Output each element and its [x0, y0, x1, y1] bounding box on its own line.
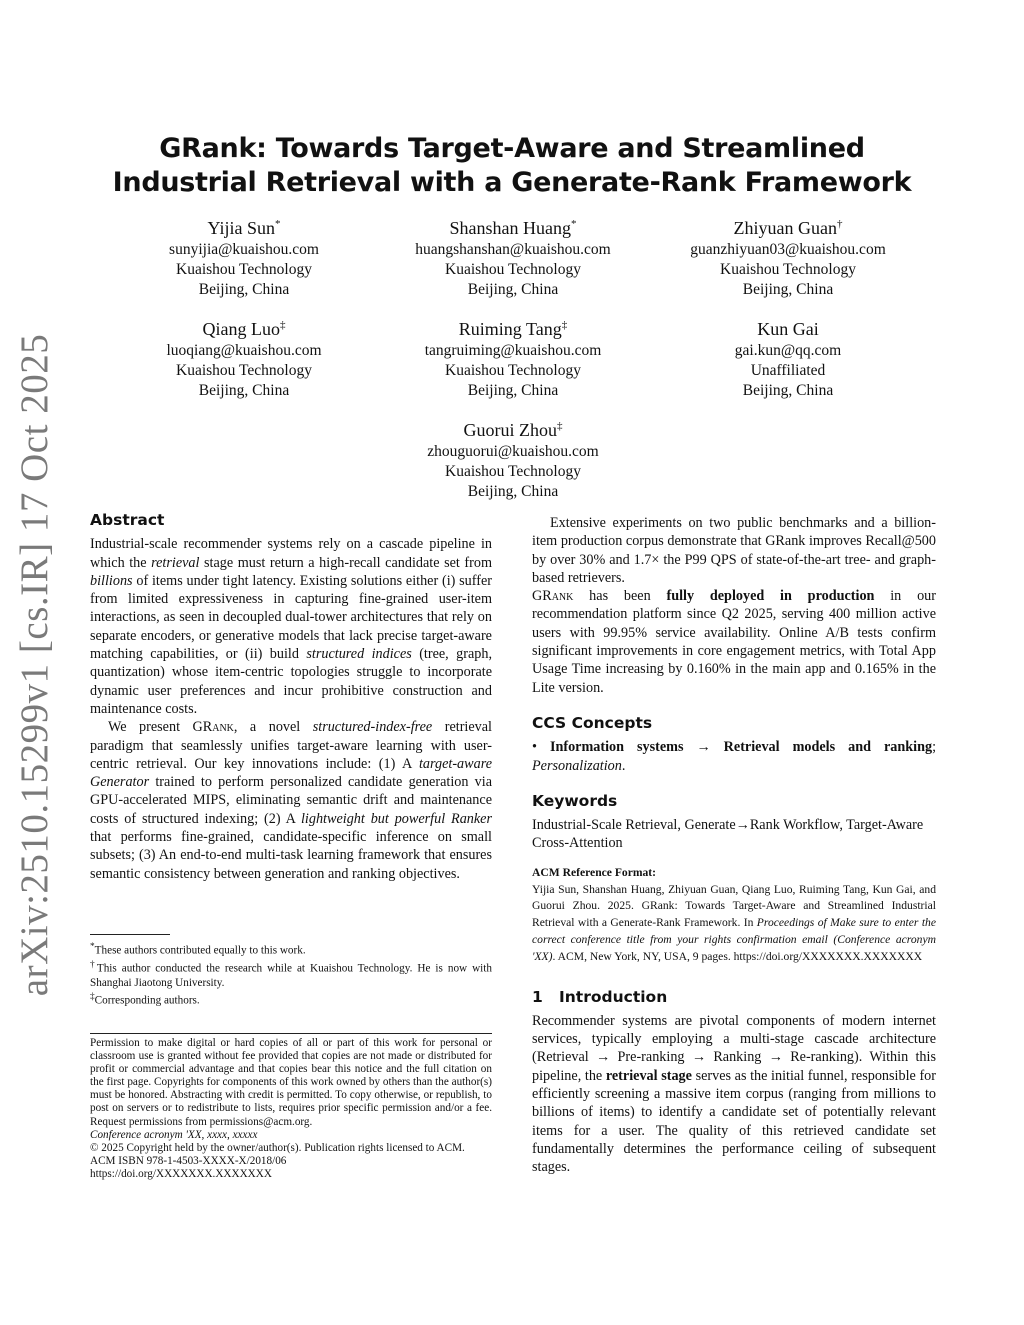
- conference-line: Conference acronym 'XX, xxxx, xxxxx: [90, 1128, 258, 1141]
- right-column: [532, 514, 936, 1177]
- author-location: Beijing, China: [467, 281, 559, 298]
- author-block: [104, 314, 384, 401]
- author-affiliation: Unaffiliated: [750, 362, 826, 379]
- permission-block: [90, 1037, 492, 1181]
- author-block: [373, 314, 653, 401]
- author-affiliation: Kuaishou Technology: [176, 261, 312, 278]
- author-location: Beijing, China: [742, 281, 834, 298]
- author-affiliation: Kuaishou Technology: [445, 362, 581, 379]
- author-block: [648, 213, 928, 300]
- permission-text: Permission to make digital or hard copies of all or part of this work for personal or classroom use is granted without fee provided that copies are not made or distributed for profit or commercial advantage and that copies bear this notice and the full citation on the first page. Copyrights for components of this work owned by others than the author(s) must be honored. Abstracting with credit is permitted. To copy otherwise, or republish, to post on servers or to redistribute to lists, requires prior specific permission and/or a fee. Request permissions from permissions@acm.org.: [90, 1037, 492, 1128]
- author-block: [648, 314, 928, 401]
- author-name: Zhiyuan Guan†: [733, 218, 843, 238]
- author-affiliation: Kuaishou Technology: [445, 261, 581, 278]
- abstract-heading: Abstract: [90, 511, 165, 529]
- author-email[interactable]: zhouguorui@kuaishou.com: [427, 443, 599, 460]
- abstract-paragraph: We present GRank, a novel structured-index-free retrieval paradigm that seamlessly unifies target-aware learning with user-centric retrieval. Our key innovations include: (1) A target-aware Generator trained to perform personalized candidate generation via GPU-accelerated MIPS, eliminating semantic drift and maintenance costs of structured indexing; (2) A lightweight but powerful Ranker that performs fine-grained, candidate-specific inference on small subsets; (3) An end-to-end multi-task learning framework that ensures semantic consistency between generation and ranking objectives.: [90, 719, 492, 882]
- intro-heading: 1 Introduction: [532, 987, 668, 1006]
- abstract-paragraph: GRank has been fully deployed in production in our recommendation platform since Q2 2025, serving 400 million active users with 99.95% service availability. Online A/B tests confirm significant improvements in core engagement metrics, with Total App Usage Time increasing by 0.160% in the main app and 0.165% in the Lite version.: [532, 588, 936, 696]
- acm-reference: [532, 865, 936, 966]
- left-column: [90, 511, 492, 883]
- footnote-rule: [90, 934, 170, 935]
- author-email[interactable]: tangruiming@kuaishou.com: [424, 342, 602, 359]
- copyright-line: © 2025 Copyright held by the owner/author(s). Publication rights licensed to ACM.: [90, 1141, 465, 1154]
- author-email[interactable]: luoqiang@kuaishou.com: [166, 342, 322, 359]
- author-email[interactable]: sunyijia@kuaishou.com: [169, 241, 319, 258]
- author-location: Beijing, China: [198, 281, 290, 298]
- intro-paragraph: Recommender systems are pivotal components of modern internet services, typically employing a multi-stage cascade architecture (Retrieval → Pre-ranking → Ranking → Re-ranking). Within this pipeline, the retrieval stage serves as the initial funnel, responsible for efficiently screening a massive item corpus (ranging from millions to billions of items) to identify a candidate set of potentially relevant items for a user. The quality of this retrieved candidate set fundamentally determines the performance ceiling of subsequent stages.: [532, 1012, 936, 1176]
- author-affiliation: Kuaishou Technology: [176, 362, 312, 379]
- author-email[interactable]: huangshanshan@kuaishou.com: [415, 241, 611, 258]
- author-email[interactable]: gai.kun@qq.com: [734, 342, 842, 359]
- author-affiliation: Kuaishou Technology: [445, 463, 581, 480]
- author-name: Kun Gai: [757, 319, 819, 339]
- permission-rule: [90, 1033, 492, 1034]
- author-location: Beijing, China: [198, 382, 290, 399]
- author-name: Yijia Sun*: [207, 218, 281, 238]
- isbn-line: ACM ISBN 978-1-4503-XXXX-X/2018/06: [90, 1154, 287, 1167]
- acm-ref-heading: ACM Reference Format:: [532, 865, 657, 879]
- author-location: Beijing, China: [467, 483, 559, 500]
- abstract-paragraph: Industrial-scale recommender systems rely on a cascade pipeline in which the retrieval stage must return a high-recall candidate set from billions of items under tight latency. Existing solutions either (i) suffer from limited expressiveness in capturing fine-grained user-item interactions, as seen in decoupled dual-tower architectures that rely on separate encoders, or generative models that lack precise target-aware matching capabilities, or (ii) build structured indices (tree, graph, quantization) whose item-centric topologies struggle to incorporate dynamic user preferences and incur prohibitive construction and maintenance costs.: [90, 536, 493, 717]
- ccs-heading: CCS Concepts: [532, 713, 653, 732]
- author-block: [373, 415, 653, 502]
- paper-title: GRank: Towards Target-Aware and Streamlined Industrial Retrieval with a Generate-Rank Framework: [112, 133, 912, 198]
- footnote: ‡Corresponding authors.: [90, 991, 200, 1007]
- author-block: [373, 213, 653, 300]
- footnote: *These authors contributed equally to this work.: [90, 942, 306, 957]
- author-name: Qiang Luo‡: [202, 319, 286, 339]
- keywords-heading: Keywords: [532, 791, 618, 810]
- author-email[interactable]: guanzhiyuan03@kuaishou.com: [690, 241, 886, 258]
- author-affiliation: Kuaishou Technology: [720, 261, 856, 278]
- footnotes: [90, 940, 492, 1008]
- doi-link[interactable]: https://doi.org/XXXXXXX.XXXXXXX: [90, 1167, 272, 1180]
- author-name: Guorui Zhou‡: [463, 420, 563, 440]
- abstract-paragraph: Extensive experiments on two public benchmarks and a billion-item production corpus demonstrate that GRank improves Recall@500 by over 30% and 1.7× the P99 QPS of state-of-the-art tree- and graph-based retrievers.: [532, 515, 936, 586]
- author-name: Ruiming Tang‡: [458, 319, 568, 339]
- author-location: Beijing, China: [467, 382, 559, 399]
- author-location: Beijing, China: [742, 382, 834, 399]
- author-block: [104, 213, 384, 300]
- acm-ref-text: Yijia Sun, Shanshan Huang, Zhiyuan Guan, Qiang Luo, Ruiming Tang, Kun Gai, and Guorui Zhou. 2025. GRank: Towards Target-Aware and Streamlined Industrial Retrieval with a Generate-Rank Framework. In Proceedings of Make sure to enter the correct conference title from your rights confirmation email (Conference acronym 'XX). ACM, New York, NY, USA, 9 pages. https://doi.org/XXXXXXX.XXXXXXX: [532, 882, 936, 963]
- arxiv-stamp: arXiv:2510.15299v1 [cs.IR] 17 Oct 2025: [13, 333, 56, 997]
- author-name: Shanshan Huang*: [449, 218, 577, 238]
- keywords-text: Industrial-Scale Retrieval, Generate→Rank Workflow, Target-Aware Cross-Attention: [532, 817, 924, 852]
- footnote: †This author conducted the research while at Kuaishou Technology. He is now with Shanghai Jiaotong University.: [90, 959, 492, 989]
- ccs-concepts: • Information systems → Retrieval models and ranking; Personalization.: [532, 739, 937, 774]
